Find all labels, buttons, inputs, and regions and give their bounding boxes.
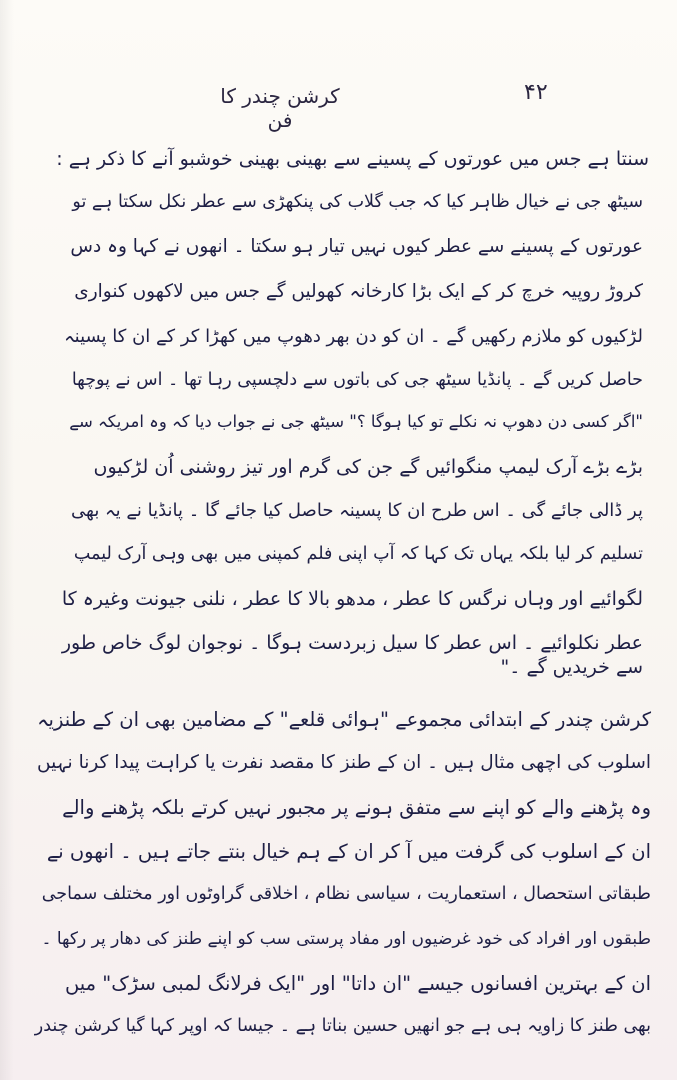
text-line: تسلیم کر لیا بلکہ یہاں تک کہا کہ آپ اپنی فلم کمپنی میں بھی وہی آرک لیمپ	[73, 544, 643, 564]
text-line: کروڑ روپیہ خرچ کر کے ایک بڑا کارخانہ کھولیں گے جس میں لاکھوں کنواری	[74, 281, 643, 302]
text-line: عطر نکلوائیے ۔ اس عطر کا سیل زبردست ہوگا ۔ نوجوان لوگ خاص طور	[61, 632, 643, 654]
text-line: سیٹھ جی نے خیال ظاہر کیا کہ جب گلاب کی پنکھڑی سے عطر نکل سکتا ہے تو	[72, 192, 643, 212]
text-line: پر ڈالی جائے گی ۔ اس طرح ان کا پسینہ حاصل کیا جائے گا ۔ پانڈیا نے یہ بھی	[71, 500, 643, 521]
text-line: طبقوں اور افراد کی خود غرضیوں اور مفاد پرستی سب کو اپنے طنز کی دھار پر رکھا ۔	[41, 929, 651, 949]
text-line: بڑے بڑے آرک لیمپ منگوائیں گے جن کی گرم اور تیز روشنی اُن لڑکیوں	[93, 456, 643, 478]
text-line: طبقاتی استحصال ، استعماریت ، سیاسی نظام ، اخلاقی گراوٹوں اور مختلف سماجی	[41, 884, 651, 904]
text-line: لگوائیے اور وہاں نرگس کا عطر ، مدھو بالا کا عطر ، نلنی جیونت وغیرہ کا	[61, 588, 643, 610]
text-line: "اگر کسی دن دھوپ نہ نکلے تو کیا ہوگا ؟" سیٹھ جی نے جواب دیا کہ وہ امریکہ سے	[69, 412, 643, 431]
text-line: ان کے بہترین افسانوں جیسے "ان داتا" اور "ایک فرلانگ لمبی سڑک" میں	[64, 972, 651, 995]
text-line: کرشن چندر کے ابتدائی مجموعے "ہوائی قلعے" کے مضامین بھی ان کے طنزیہ	[37, 708, 651, 731]
page-header	[0, 80, 677, 132]
page-number: ۴۲	[524, 80, 548, 105]
text-line: اسلوب کی اچھی مثال ہیں ۔ ان کے طنز کا مقصد نفرت یا کراہت پیدا کرنا نہیں	[37, 752, 651, 773]
text-line: وہ پڑھنے والے کو اپنے سے متفق ہونے پر مجبور نہیں کرتے بلکہ پڑھنے والے	[62, 796, 651, 819]
text-line: ان کے اسلوب کی گرفت میں آ کر ان کے ہم خیال بنتے جاتے ہیں ۔ انھوں نے	[46, 840, 651, 863]
text-line: سنتا ہے جس میں عورتوں کے پسینے سے بھینی بھینی خوشبو آنے کا ذکر ہے :	[56, 148, 649, 170]
text-line: لڑکیوں کو ملازم رکھیں گے ۔ ان کو دن بھر دھوپ میں کھڑا کر کے ان کا پسینہ	[64, 326, 643, 347]
running-title: کرشن چندر کا فن	[220, 84, 340, 132]
text-line: بھی طنز کا زاویہ ہی ہے جو انھیں حسین بناتا ہے ۔ جیسا کہ اوپر کہا گیا کرشن چندر	[34, 1016, 651, 1036]
text-line: حاصل کریں گے ۔ پانڈیا سیٹھ جی کی باتوں سے دلچسپی رہا تھا ۔ اس نے پوچھا	[71, 370, 643, 390]
text-line: سے خریدیں گے ۔"	[500, 656, 643, 678]
text-line: عورتوں کے پسینے سے عطر کیوں نہیں تیار ہو سکتا ۔ انھوں نے کہا وہ دس	[70, 236, 643, 257]
